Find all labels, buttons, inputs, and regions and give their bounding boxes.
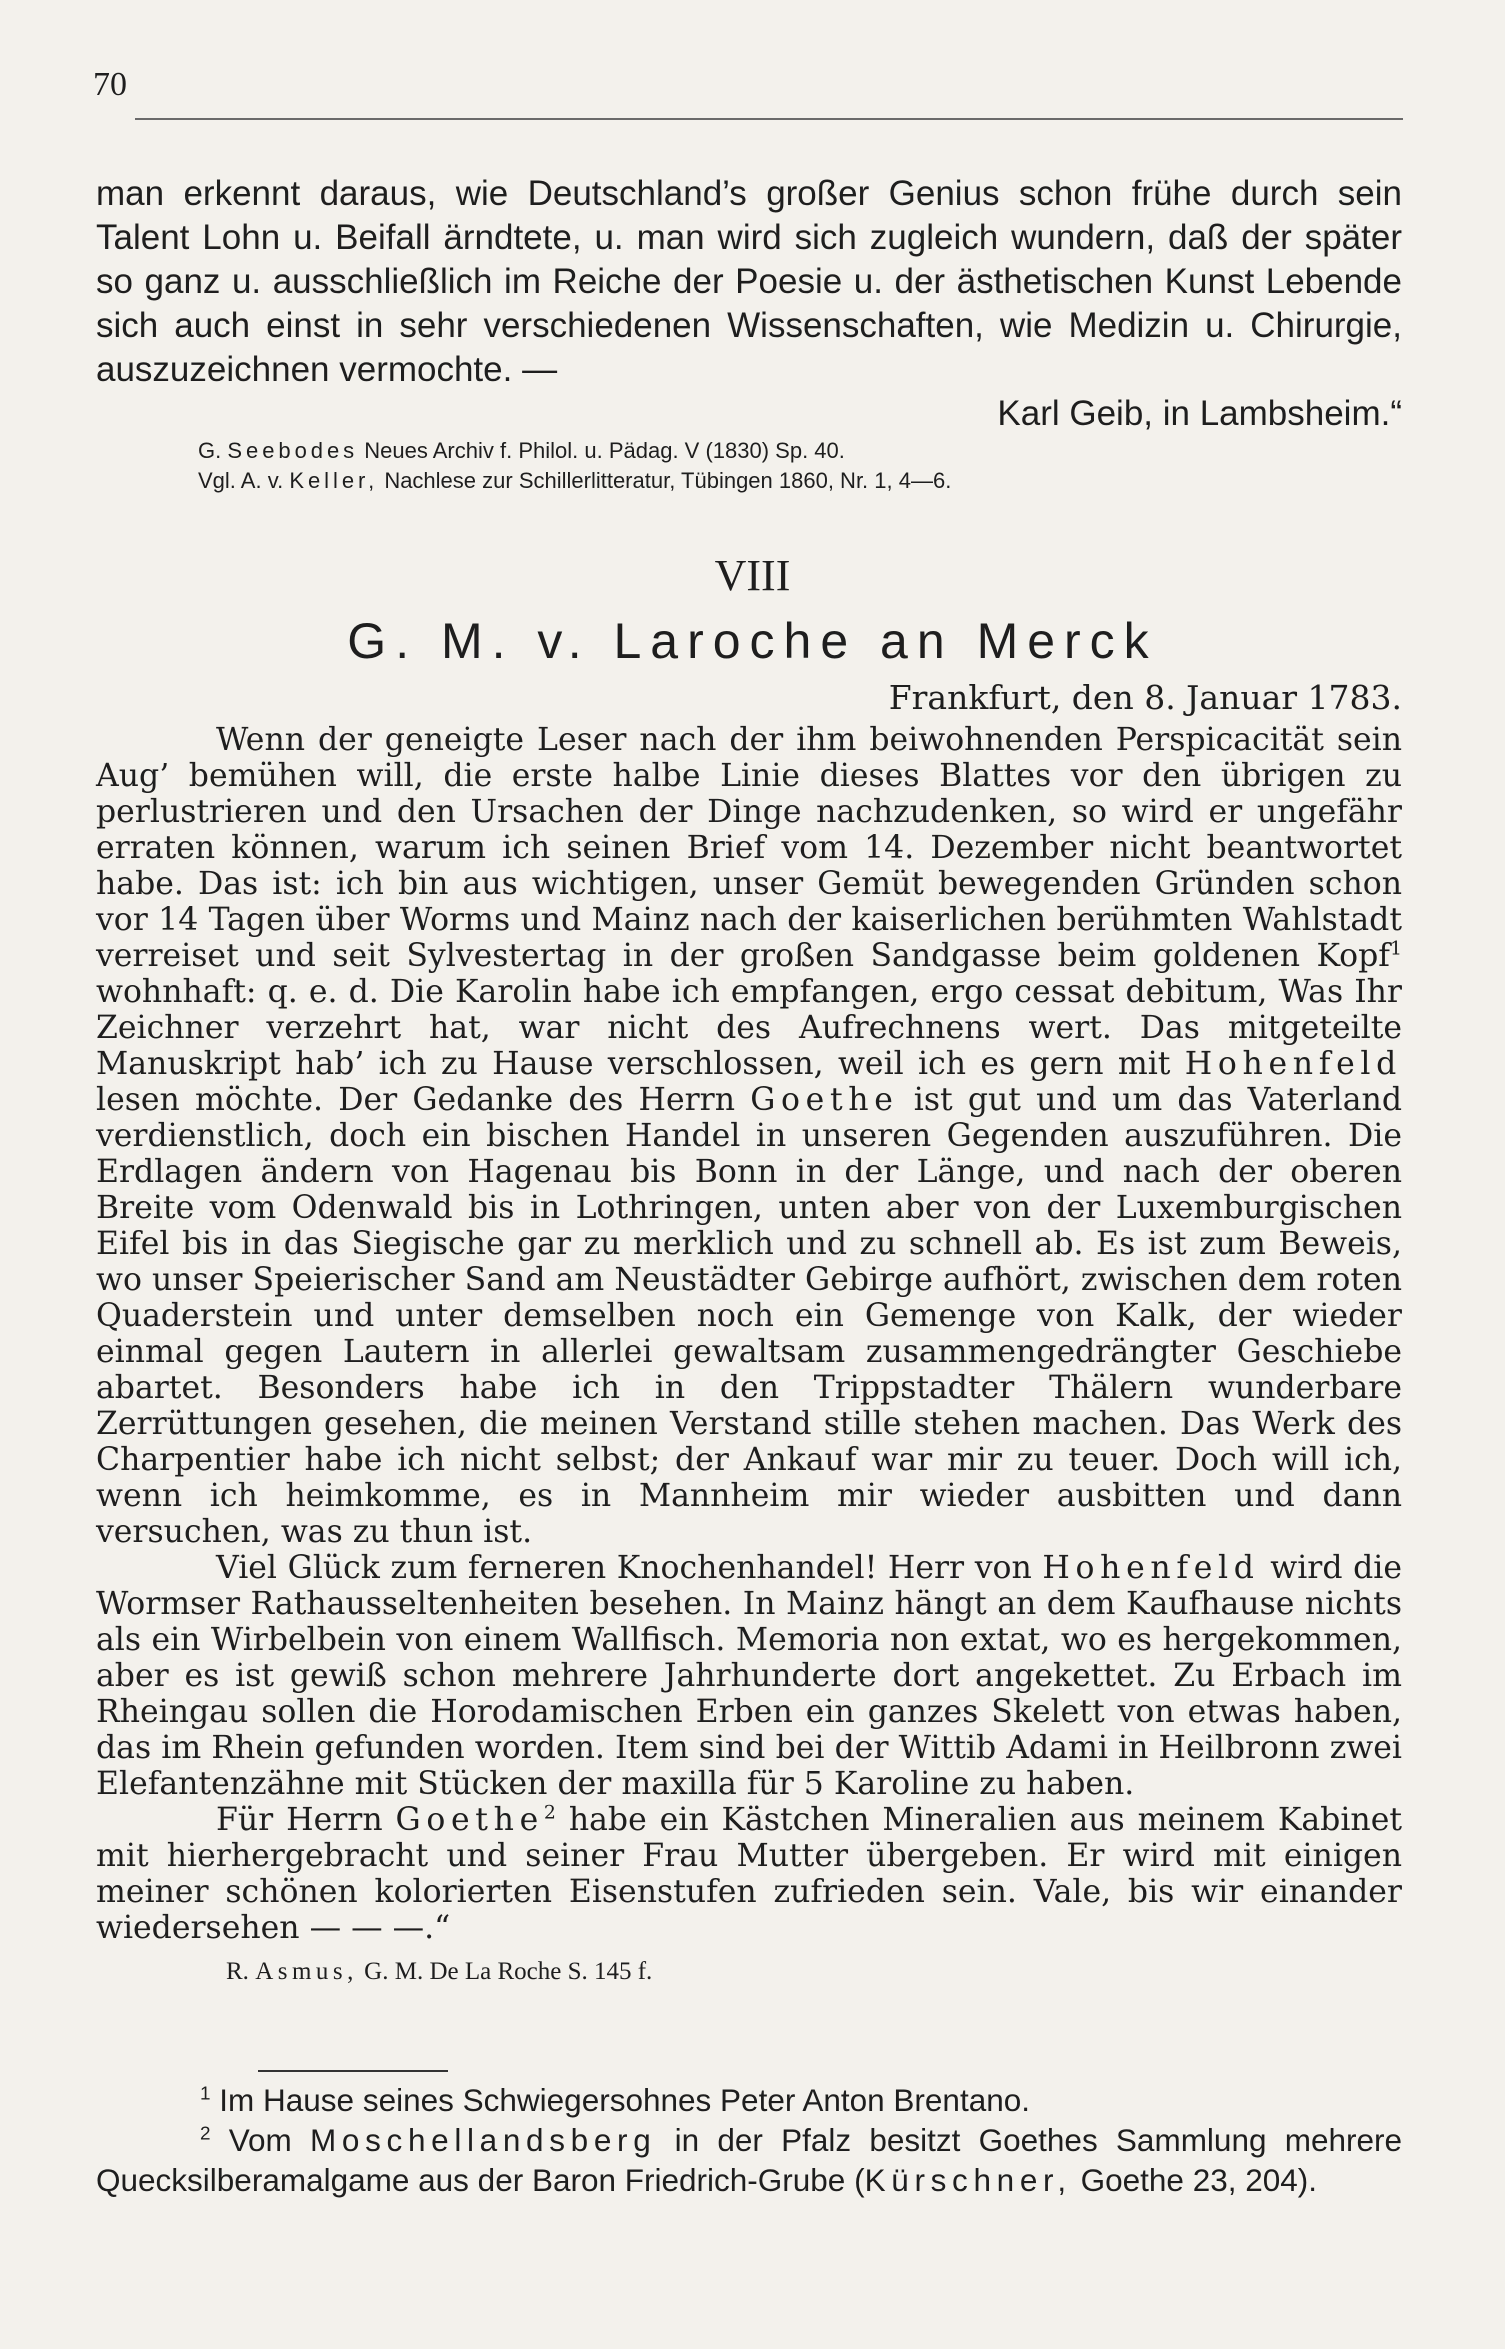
footnote-2-mark: 2 <box>200 2123 211 2145</box>
intro-block <box>96 172 1402 496</box>
footnote-2-pre: Vom <box>228 2122 292 2158</box>
footnote-rule <box>258 2070 448 2072</box>
footnote-2-author: Kürschner, <box>864 2162 1072 2198</box>
citation-keller <box>96 466 1402 496</box>
header-rule <box>135 118 1403 120</box>
letter-body <box>96 722 1402 1990</box>
footnotes <box>96 2080 1402 2200</box>
footnote-1-text: Im Hause seines Schwiegersohnes Peter Anton Brentano. <box>219 2082 1031 2118</box>
footnote-2-text: in der Pfalz besitzt Goethes Sammlung mehrere Quecksilberamalgame aus der Baron Friedrich-Grube ( <box>96 2122 1402 2198</box>
citation-keller-pre: Vgl. A. v. <box>198 468 284 493</box>
p3-text-a: Für Herrn <box>216 1802 396 1838</box>
intro-paragraph: man erkennt daraus, wie Deutschland’s großer Genius schon frühe durch sein Talent Lohn u. Beifall ärndtete, u. man wird sich zugleich wundern, daß der später so ganz u. ausschließlich im Reiche der Poesie u. der ästhetischen Kunst Lebende sich auch einst in sehr verschiedenen Wissenschaften, wie Medizin u. Chirurgie, auszuzeichnen vermochte. — <box>96 174 1402 389</box>
footnote-1-mark: 1 <box>200 2083 211 2105</box>
citation-seebode-pre: G. <box>198 438 222 463</box>
p1-text-a: Wenn der geneigte Leser nach der ihm beiwohnenden Perspicacität sein Aug’ bemühen will, die erste halbe Linie dieses Blattes vor den übrigen zu perlustrieren und den Ursachen der Dinge nachzudenken, so wird er ungefähr erraten können, warum ich seinen Brief vom 14. Dezember nicht beantwortet habe. Das ist: ich bin aus wichtigen, unser Gemüt bewegenden Gründen schon vor 14 Tagen über Worms und Mainz nach der kaiserlichen berühmten Wahlstadt verreiset und seit Sylvestertag in der großen Sandgasse beim goldenen Kopf <box>96 722 1402 974</box>
citation-seebode <box>96 436 1402 466</box>
source-pre: R. <box>226 1958 249 1985</box>
p1-name-goethe: Goethe <box>750 1082 899 1118</box>
section-number: VIII <box>714 551 791 600</box>
footnote-1 <box>96 2080 1402 2120</box>
p3-text-b: habe ein Kästchen Mineralien aus meinem Kabinet mit hierhergebracht und seiner Frau Mutter übergeben. Er wird mit einigen meiner schönen kolorierten Eisenstufen zufrieden sein. Vale, bis wir einander wiedersehen — — —.“ <box>96 1802 1403 1946</box>
p1-text-c: lesen möchte. Der Gedanke des Herrn <box>96 1082 751 1118</box>
footnote-2 <box>96 2120 1402 2200</box>
p2-text-a: Viel Glück zum ferneren Knochenhandel! Herr von <box>216 1550 1043 1586</box>
p1-name-hohenfeld: Hohenfeld <box>1184 1046 1402 1082</box>
citation-keller-rest: Nachlese zur Schillerlitteratur, Tübingen 1860, Nr. 1, 4—6. <box>384 468 952 493</box>
footnote-2-end: Goethe 23, 204). <box>1080 2162 1318 2198</box>
source-rest: G. M. De La Roche S. 145 f. <box>364 1958 653 1985</box>
p1-text-b: wohnhaft: q. e. d. Die Karolin habe ich empfangen, ergo cessat debitum, Was Ihr Zeichner verzehrt hat, war nicht des Aufrechnens wert. Das mitgeteilte Manuskript hab’ ich zu Hause verschlossen, weil ich es gern mit <box>96 974 1402 1082</box>
footnote-ref-1: 1 <box>1389 937 1402 960</box>
citation-keller-name: Keller, <box>289 468 379 493</box>
p3-name-goethe: Goethe <box>395 1802 544 1838</box>
page-number: 70 <box>93 66 127 103</box>
p2-name-hohenfeld: Hohenfeld <box>1042 1550 1260 1586</box>
letter-title: G. M. v. Laroche an Merck <box>347 613 1158 669</box>
footnote-ref-2: 2 <box>543 1801 556 1824</box>
source-citation <box>96 1954 1402 1990</box>
p2-text-b: wird die Wormser Rathausseltenheiten besehen. In Mainz hängt an dem Kaufhause nichts als ein Wirbelbein von einem Wallfisch. Memoria non extat, wo es hergekommen, aber es ist gewiß schon mehrere Jahrhunderte dort angekettet. Zu Erbach im Rheingau sollen die Horodamischen Erben ein ganzes Skelett von etwas haben, das im Rhein gefunden worden. Item sind bei der Wittib Adami in Heilbronn zwei Elefantenzähne mit Stücken der maxilla für 5 Karoline zu haben. <box>96 1550 1402 1802</box>
letter-paragraph-2 <box>96 1550 1402 1802</box>
citation-seebode-rest: Neues Archiv f. Philol. u. Pädag. V (1830) Sp. 40. <box>364 438 845 463</box>
citation-seebode-name: Seebodes <box>227 438 359 463</box>
letter-paragraph-3 <box>96 1802 1402 1946</box>
source-name: Asmus, <box>255 1958 358 1985</box>
p1-text-d: ist gut und um das Vaterland verdienstlich, doch ein bischen Handel in unseren Gegenden auszuführen. Die Erdlagen ändern von Hagenau bis Bonn in der Länge, und nach der oberen Breite vom Odenwald bis in Lothringen, unten aber von der Luxemburgischen Eifel bis in das Siegische gar zu merklich und zu schnell ab. Es ist zum Beweis, wo unser Speierischer Sand am Neustädter Gebirge aufhört, zwischen dem roten Quaderstein und unter demselben noch ein Gemenge von Kalk, der wieder einmal gegen Lautern in allerlei gewaltsam zusammengedrängter Geschiebe abartet. Besonders habe ich in den Trippstadter Thälern wunderbare Zerrüttungen gesehen, die meinen Verstand stille stehen machen. Das Werk des Charpentier habe ich nicht selbst; der Ankauf war mir zu teuer. Doch will ich, wenn ich heimkomme, es in Mannheim mir wieder ausbitten und dann versuchen, was zu thun ist. <box>96 1082 1402 1550</box>
dateline: Frankfurt, den 8. Januar 1783. <box>888 678 1402 717</box>
letter-paragraph-1 <box>96 722 1402 1550</box>
footnote-2-name: Moschellandsberg <box>310 2122 657 2158</box>
intro-signature: Karl Geib, in Lambsheim.“ <box>997 394 1402 433</box>
